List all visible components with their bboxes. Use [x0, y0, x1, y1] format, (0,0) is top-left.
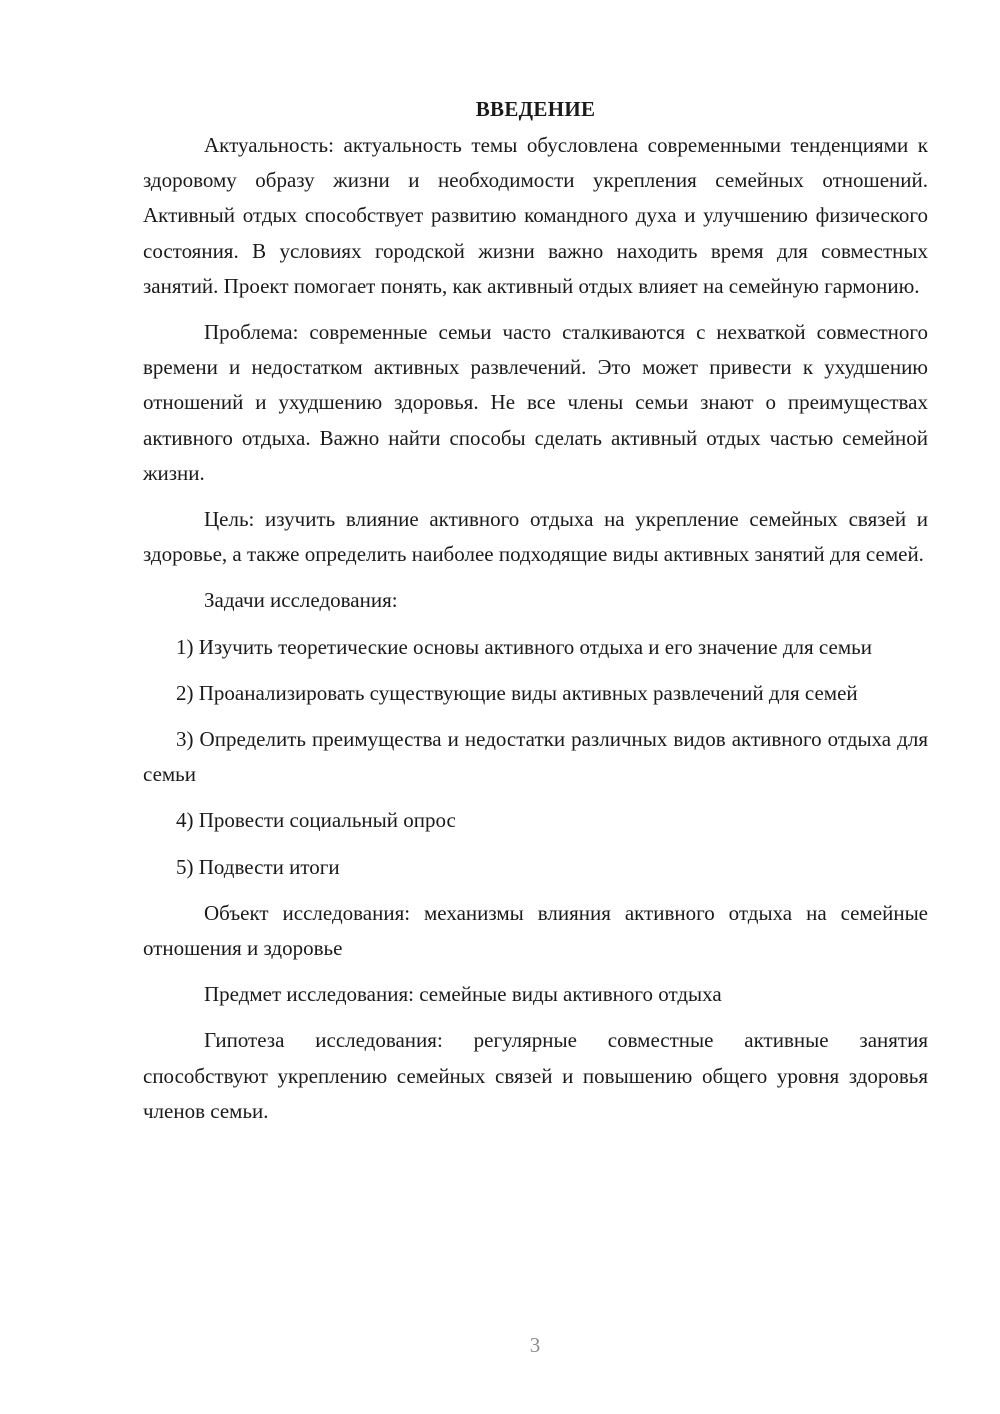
page-number: 3 — [529, 1333, 541, 1357]
tasks-heading: Задачи исследования: — [204, 588, 398, 613]
task-item-2: 2) Проанализировать существующие виды активных развлечений для семей — [176, 680, 858, 705]
subject-paragraph: Предмет исследования: семейные виды активного отдыха — [204, 982, 722, 1007]
goal-paragraph: Цель: изучить влияние активного отдыха на укрепление семейных связей и здоровье, а также определить наиболее подходящие виды активных занятий для семей. — [143, 507, 928, 567]
task-item-5: 5) Подвести итоги — [176, 854, 340, 879]
document-page — [143, 92, 928, 1140]
task-item-4: 4) Провести социальный опрос — [176, 808, 456, 833]
task-item-1: 1) Изучить теоретические основы активного отдыха и его значение для семьи — [176, 634, 872, 659]
relevance-paragraph: Актуальность: актуальность темы обусловлена современными тенденциями к здоровому образу жизни и необходимости укрепления семейных отношений. Активный отдых способствует развитию командного духа и улучшению физического состояния. В условиях городской жизни важно находить время для совместных занятий. Проект помогает понять, как активный отдых влияет на семейную гармонию. — [143, 133, 928, 298]
page-title: ВВЕДЕНИЕ — [475, 97, 596, 121]
task-item-3: 3) Определить преимущества и недостатки различных видов активного отдыха для семьи — [143, 727, 928, 787]
object-paragraph: Объект исследования: механизмы влияния активного отдыха на семейные отношения и здоровье — [143, 900, 928, 961]
hypothesis-paragraph: Гипотеза исследования: регулярные совместные активные занятия способствуют укреплению семейных связей и повышению общего уровня здоровья членов семьи. — [143, 1028, 928, 1123]
problem-paragraph: Проблема: современные семьи часто сталкиваются с нехваткой совместного времени и недостатком активных развлечений. Это может привести к ухудшению отношений и ухудшению здоровья. Не все члены семьи знают о преимуществах активного отдыха. Важно найти способы сделать активный отдых частью семейной жизни. — [143, 320, 928, 485]
